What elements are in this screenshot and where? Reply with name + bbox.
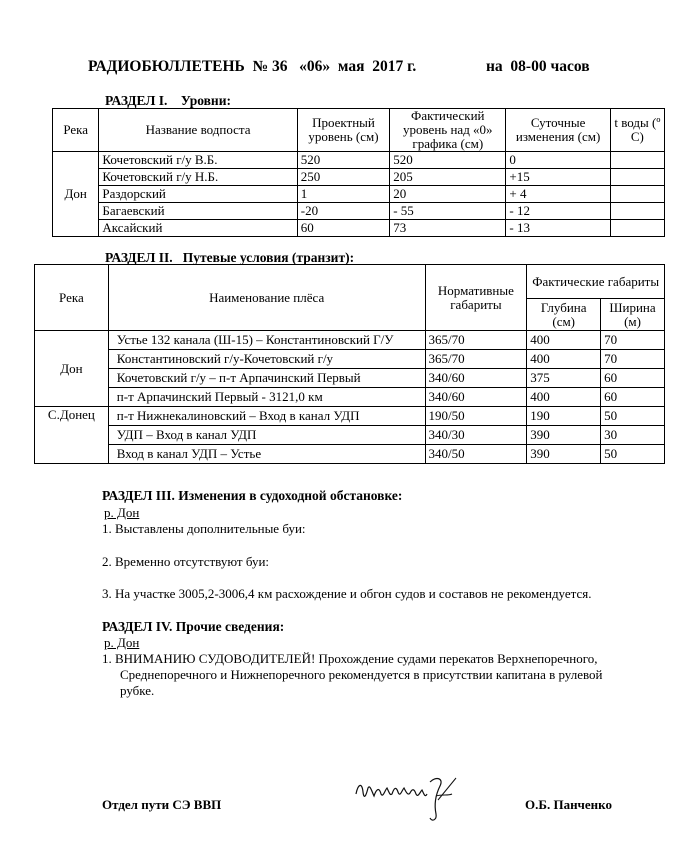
section1-heading: РАЗДЕЛ I. Уровни: — [105, 93, 231, 108]
section3-item1: 1. Выставлены дополнительные буи: — [102, 521, 306, 536]
actual-width: 70 — [601, 331, 665, 350]
transit-table — [34, 264, 665, 464]
signer-name: О.Б. Панченко — [525, 797, 612, 812]
actual-depth: 375 — [527, 369, 601, 388]
title-time: на 08-00 часов — [486, 58, 590, 75]
normative-dims: 340/50 — [425, 445, 527, 464]
normative-dims: 365/70 — [425, 331, 527, 350]
station-name: Кочетовский г/у Н.Б. — [99, 169, 297, 186]
section4-line3: рубке. — [120, 683, 155, 698]
levels-table — [52, 108, 665, 237]
design-level: 60 — [297, 220, 389, 237]
actual-depth: 400 — [527, 350, 601, 369]
title-name: РАДИОБЮЛЛЕТЕНЬ — [88, 58, 245, 75]
signature — [352, 774, 462, 826]
section3-item3: 3. На участке 3005,2-3006,4 км расхождение и обгон судов и составов не рекомендуется. — [102, 586, 592, 601]
actual-width: 60 — [601, 388, 665, 407]
actual-level: 520 — [390, 152, 506, 169]
col-station-name: Название водпоста — [99, 109, 297, 152]
river-cell: Дон — [35, 331, 109, 407]
title-date: «06» мая 2017 г. — [299, 58, 417, 75]
station-name: Раздорский — [99, 186, 297, 203]
daily-change: + 4 — [506, 186, 610, 203]
bulletin-title — [88, 58, 416, 76]
col-reach-name: Наименование плёса — [108, 265, 425, 331]
normative-dims: 340/30 — [425, 426, 527, 445]
table-row — [35, 388, 665, 407]
station-name: Аксайский — [99, 220, 297, 237]
actual-level: 73 — [390, 220, 506, 237]
col-design-level: Проектный уровень (см) — [297, 109, 389, 152]
design-level: 520 — [297, 152, 389, 169]
daily-change: - 13 — [506, 220, 610, 237]
river-cell: Дон — [53, 152, 99, 237]
reach-name: Устье 132 канала (Ш-15) – Константиновский Г/У — [108, 331, 425, 350]
daily-change: +15 — [506, 169, 610, 186]
section3-item2: 2. Временно отсутствуют буи: — [102, 554, 270, 569]
actual-depth: 400 — [527, 331, 601, 350]
col-actual-level: Фактический уровень над «0» графика (см) — [390, 109, 506, 152]
actual-depth: 400 — [527, 388, 601, 407]
actual-level: 205 — [390, 169, 506, 186]
section2-heading: РАЗДЕЛ II. Путевые условия (транзит): — [105, 250, 355, 265]
reach-name: п-т Нижнекалиновский – Вход в канал УДП — [108, 407, 425, 426]
table-row — [35, 407, 665, 426]
water-temp — [610, 152, 664, 169]
signature-scribble — [352, 774, 462, 826]
table-row — [35, 426, 665, 445]
col-width: Ширина (м) — [601, 299, 665, 331]
table-row — [53, 169, 665, 186]
section3-heading: РАЗДЕЛ III. Изменения в судоходной обстановке: — [102, 488, 403, 503]
design-level: -20 — [297, 203, 389, 220]
col-normative: Нормативные габариты — [425, 265, 527, 331]
water-temp — [610, 203, 664, 220]
department-label: Отдел пути СЭ ВВП — [102, 797, 222, 812]
table-row — [53, 203, 665, 220]
reach-name: п-т Арпачинский Первый - 3121,0 км — [108, 388, 425, 407]
actual-depth: 390 — [527, 426, 601, 445]
design-level: 250 — [297, 169, 389, 186]
reach-name: Константиновский г/у-Кочетовский г/у — [108, 350, 425, 369]
actual-depth: 190 — [527, 407, 601, 426]
actual-width: 50 — [601, 407, 665, 426]
daily-change: - 12 — [506, 203, 610, 220]
col-water-temp: t воды (º С) — [610, 109, 664, 152]
actual-width: 30 — [601, 426, 665, 445]
normative-dims: 365/70 — [425, 350, 527, 369]
col-daily-change: Суточные изменения (см) — [506, 109, 610, 152]
actual-depth: 390 — [527, 445, 601, 464]
table-row — [35, 350, 665, 369]
table-row — [53, 152, 665, 169]
table-row — [35, 445, 665, 464]
water-temp — [610, 169, 664, 186]
title-number: № 36 — [252, 58, 288, 75]
actual-level: - 55 — [390, 203, 506, 220]
section4-line1: 1. ВНИМАНИЮ СУДОВОДИТЕЛЕЙ! Прохождение судами перекатов Верхнепоречного, — [102, 651, 598, 666]
actual-width: 50 — [601, 445, 665, 464]
normative-dims: 340/60 — [425, 388, 527, 407]
col-actual-dimensions: Фактические габариты — [527, 265, 665, 299]
section4-river: р. Дон — [104, 635, 140, 650]
daily-change: 0 — [506, 152, 610, 169]
actual-width: 70 — [601, 350, 665, 369]
reach-name: Кочетовский г/у – п-т Арпачинский Первый — [108, 369, 425, 388]
section3-river: р. Дон — [104, 505, 140, 520]
table-row — [35, 369, 665, 388]
reach-name: УДП – Вход в канал УДП — [108, 426, 425, 445]
actual-width: 60 — [601, 369, 665, 388]
col-river: Река — [53, 109, 99, 152]
col-river: Река — [35, 265, 109, 331]
table-row — [53, 220, 665, 237]
normative-dims: 190/50 — [425, 407, 527, 426]
normative-dims: 340/60 — [425, 369, 527, 388]
design-level: 1 — [297, 186, 389, 203]
station-name: Багаевский — [99, 203, 297, 220]
water-temp — [610, 220, 664, 237]
table-row — [35, 331, 665, 350]
col-depth: Глубина (см) — [527, 299, 601, 331]
actual-level: 20 — [390, 186, 506, 203]
reach-name: Вход в канал УДП – Устье — [108, 445, 425, 464]
water-temp — [610, 186, 664, 203]
river-cell: С.Донец — [35, 407, 109, 464]
table-row — [53, 186, 665, 203]
section4-heading: РАЗДЕЛ IV. Прочие сведения: — [102, 619, 285, 634]
station-name: Кочетовский г/у В.Б. — [99, 152, 297, 169]
section4-line2: Среднепоречного и Нижнепоречного рекомендуется в присутствии капитана в рулевой — [120, 667, 603, 682]
